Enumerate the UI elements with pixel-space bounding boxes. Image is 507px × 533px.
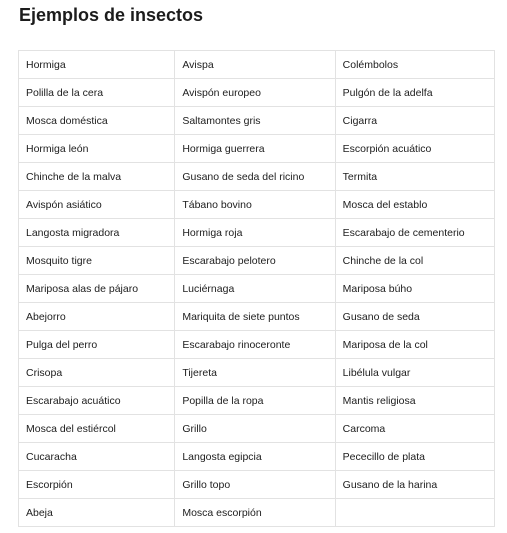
table-cell: Mariquita de siete puntos (175, 303, 335, 331)
table-cell: Abejorro (19, 303, 175, 331)
table-row (19, 219, 495, 247)
table-cell: Escarabajo pelotero (175, 247, 335, 275)
table-cell: Hormiga león (19, 135, 175, 163)
table-cell: Polilla de la cera (19, 79, 175, 107)
table-cell: Cucaracha (19, 443, 175, 471)
table-cell: Pececillo de plata (335, 443, 494, 471)
table-row (19, 79, 495, 107)
table-row (19, 135, 495, 163)
table-cell: Chinche de la col (335, 247, 494, 275)
table-cell: Gusano de seda (335, 303, 494, 331)
table-cell: Langosta migradora (19, 219, 175, 247)
table-cell: Gusano de seda del ricino (175, 163, 335, 191)
table-cell: Pulga del perro (19, 331, 175, 359)
table-cell: Escorpión acuático (335, 135, 494, 163)
table-cell: Escarabajo de cementerio (335, 219, 494, 247)
table-cell: Pulgón de la adelfa (335, 79, 494, 107)
table-cell: Escarabajo acuático (19, 387, 175, 415)
table-cell: Mosca del estiércol (19, 415, 175, 443)
table-cell: Mosquito tigre (19, 247, 175, 275)
table-cell: Chinche de la malva (19, 163, 175, 191)
table-cell: Mantis religiosa (335, 387, 494, 415)
table-cell (335, 499, 494, 527)
table-cell: Hormiga roja (175, 219, 335, 247)
table-cell: Abeja (19, 499, 175, 527)
table-cell: Mariposa de la col (335, 331, 494, 359)
table-row (19, 303, 495, 331)
table-cell: Libélula vulgar (335, 359, 494, 387)
table-cell: Mariposa alas de pájaro (19, 275, 175, 303)
table-cell: Avispón asiático (19, 191, 175, 219)
table-cell: Grillo (175, 415, 335, 443)
table-cell: Mosca doméstica (19, 107, 175, 135)
table-cell: Escarabajo rinoceronte (175, 331, 335, 359)
table-cell: Cigarra (335, 107, 494, 135)
table-cell: Crisopa (19, 359, 175, 387)
table-row (19, 163, 495, 191)
table-row (19, 51, 495, 79)
table-cell: Tijereta (175, 359, 335, 387)
table-row (19, 247, 495, 275)
table-cell: Escorpión (19, 471, 175, 499)
table-cell: Saltamontes gris (175, 107, 335, 135)
table-cell: Popilla de la ropa (175, 387, 335, 415)
insects-table (18, 50, 495, 527)
insects-table-body (19, 51, 495, 527)
table-cell: Luciérnaga (175, 275, 335, 303)
table-cell: Avispón europeo (175, 79, 335, 107)
table-cell: Termita (335, 163, 494, 191)
table-row (19, 331, 495, 359)
table-cell: Avispa (175, 51, 335, 79)
table-cell: Colémbolos (335, 51, 494, 79)
table-cell: Hormiga (19, 51, 175, 79)
table-cell: Mosca del establo (335, 191, 494, 219)
table-row (19, 499, 495, 527)
table-cell: Hormiga guerrera (175, 135, 335, 163)
table-row (19, 415, 495, 443)
table-row (19, 191, 495, 219)
table-cell: Gusano de la harina (335, 471, 494, 499)
table-row (19, 471, 495, 499)
table-row (19, 387, 495, 415)
table-cell: Langosta egipcia (175, 443, 335, 471)
table-row (19, 107, 495, 135)
table-cell: Mosca escorpión (175, 499, 335, 527)
table-cell: Grillo topo (175, 471, 335, 499)
table-row (19, 275, 495, 303)
table-cell: Tábano bovino (175, 191, 335, 219)
page-title: Ejemplos de insectos (19, 5, 204, 25)
table-row (19, 443, 495, 471)
table-cell: Carcoma (335, 415, 494, 443)
table-cell: Mariposa búho (335, 275, 494, 303)
table-row (19, 359, 495, 387)
